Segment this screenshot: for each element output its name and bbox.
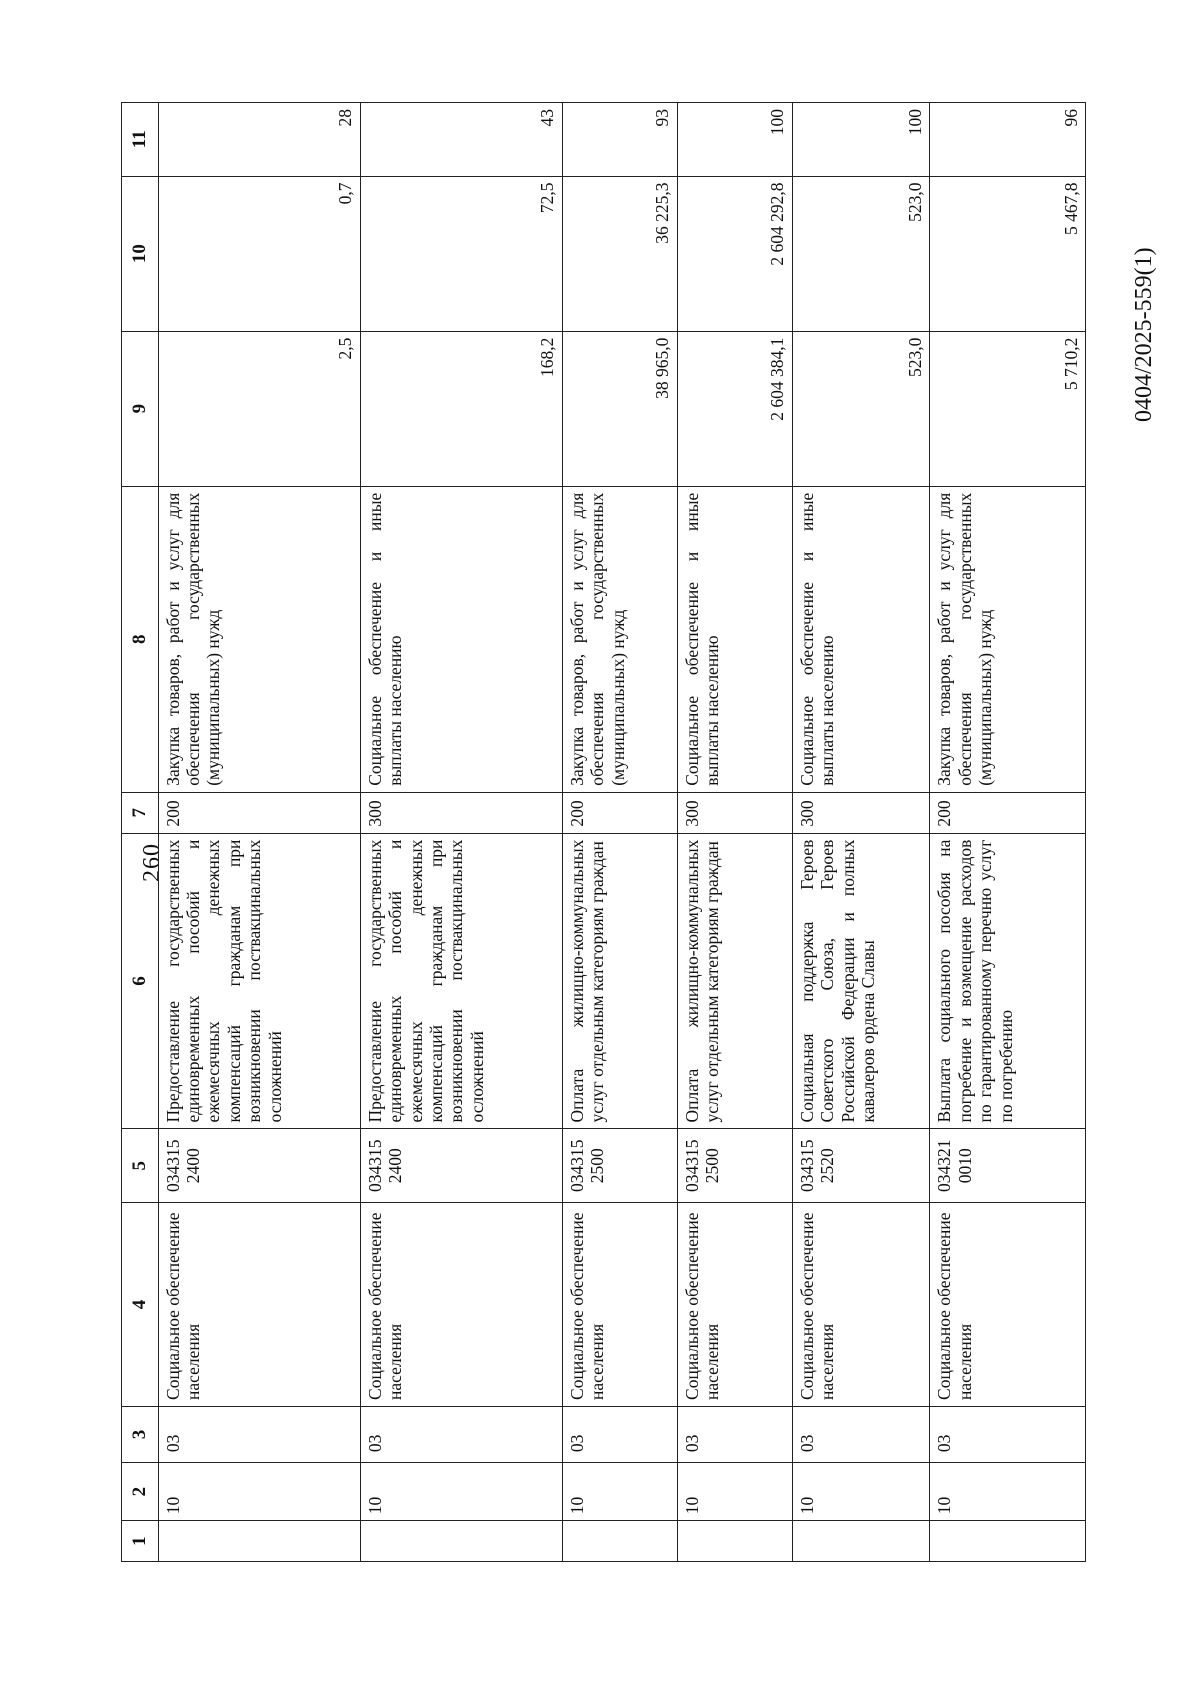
budget-table [121, 102, 1086, 1562]
cell-percent [158, 103, 360, 177]
cell-number [562, 1521, 677, 1562]
cell-planned [158, 331, 360, 486]
column-header: 5 [122, 1129, 159, 1202]
cell-percent [792, 103, 930, 177]
value-executed: 5 467,8 [1060, 182, 1081, 236]
value-executed: 72,5 [537, 182, 558, 214]
header-row [122, 103, 159, 1562]
cell-subsection-name: Социальное обеспечение населения [677, 1202, 792, 1406]
value-executed: 0,7 [335, 182, 356, 205]
column-header: 6 [122, 833, 159, 1129]
cell-target-article: 034315 2520 [792, 1129, 930, 1202]
column-header: 11 [122, 103, 159, 177]
value-planned: 2 604 384,1 [767, 337, 788, 421]
value-executed: 36 225,3 [652, 182, 673, 244]
cell-expense-type-name: Закупка товаров, работ и услуг для обеспечения государственных (муниципальных) нужд [562, 486, 677, 792]
column-header: 3 [122, 1406, 159, 1462]
value-percent: 43 [537, 109, 558, 127]
table-row [792, 103, 930, 1562]
cell-article-name: Предоставление государственных единовременных пособий и ежемесячных денежных компенсаций гражданам при возникновении поствакцинальных осложнений [158, 833, 360, 1129]
page-number: 260 [139, 843, 165, 882]
cell-planned [677, 331, 792, 486]
table-row [158, 103, 360, 1562]
cell-expense-type: 300 [360, 792, 562, 833]
cell-expense-type: 300 [677, 792, 792, 833]
cell-subsection: 03 [360, 1406, 562, 1462]
cell-executed [360, 176, 562, 331]
cell-percent [677, 103, 792, 177]
cell-article-name: Выплата социального пособия на погребение и возмещение расходов по гарантированному перечню услуг по погребению [930, 833, 1086, 1129]
cell-expense-type-name: Социальное обеспечение и иные выплаты населению [360, 486, 562, 792]
value-executed: 2 604 292,8 [767, 182, 788, 266]
value-percent: 100 [767, 109, 788, 136]
cell-number [360, 1521, 562, 1562]
column-header: 9 [122, 331, 159, 486]
cell-article-name: Предоставление государственных единовременных пособий и ежемесячных денежных компенсаций гражданам при возникновении поствакцинальных осложнений [360, 833, 562, 1129]
cell-target-article: 034315 2500 [677, 1129, 792, 1202]
cell-subsection-name: Социальное обеспечение населения [792, 1202, 930, 1406]
cell-percent [562, 103, 677, 177]
cell-percent [930, 103, 1086, 177]
cell-expense-type-name: Закупка товаров, работ и услуг для обеспечения государственных (муниципальных) нужд [158, 486, 360, 792]
column-header: 10 [122, 176, 159, 331]
table-row [930, 103, 1086, 1562]
cell-expense-type: 300 [792, 792, 930, 833]
cell-section: 10 [562, 1463, 677, 1521]
column-header: 4 [122, 1202, 159, 1406]
table-row [677, 103, 792, 1562]
value-planned: 523,0 [904, 337, 925, 377]
cell-executed [158, 176, 360, 331]
value-percent: 93 [652, 109, 673, 127]
table-row [562, 103, 677, 1562]
cell-expense-type-name: Закупка товаров, работ и услуг для обеспечения государственных (муниципальных) нужд [930, 486, 1086, 792]
cell-article-name: Социальная поддержка Героев Советского Союза, Героев Российской Федерации и полных кавалеров ордена Славы [792, 833, 930, 1129]
cell-executed [792, 176, 930, 331]
cell-number [792, 1521, 930, 1562]
value-percent: 100 [904, 109, 925, 136]
cell-planned [360, 331, 562, 486]
cell-section: 10 [677, 1463, 792, 1521]
cell-number [158, 1521, 360, 1562]
cell-target-article: 034315 2400 [360, 1129, 562, 1202]
cell-expense-type: 200 [930, 792, 1086, 833]
cell-expense-type-name: Социальное обеспечение и иные выплаты населению [792, 486, 930, 792]
value-executed: 523,0 [904, 182, 925, 222]
cell-executed [677, 176, 792, 331]
cell-target-article: 034315 2500 [562, 1129, 677, 1202]
value-planned: 2,5 [335, 337, 356, 360]
cell-target-article: 034321 0010 [930, 1129, 1086, 1202]
cell-planned [792, 331, 930, 486]
cell-article-name: Оплата жилищно-коммунальных услуг отдельным категориям граждан [562, 833, 677, 1129]
cell-subsection-name: Социальное обеспечение населения [360, 1202, 562, 1406]
cell-subsection-name: Социальное обеспечение населения [562, 1202, 677, 1406]
cell-subsection-name: Социальное обеспечение населения [158, 1202, 360, 1406]
cell-expense-type-name: Социальное обеспечение и иные выплаты населению [677, 486, 792, 792]
column-header: 8 [122, 486, 159, 792]
value-percent: 96 [1060, 109, 1081, 127]
cell-subsection: 03 [792, 1406, 930, 1462]
column-header: 7 [122, 792, 159, 833]
cell-planned [930, 331, 1086, 486]
cell-percent [360, 103, 562, 177]
cell-executed [930, 176, 1086, 331]
cell-executed [562, 176, 677, 331]
cell-expense-type: 200 [158, 792, 360, 833]
value-planned: 168,2 [537, 337, 558, 377]
cell-number [677, 1521, 792, 1562]
column-header: 1 [122, 1521, 159, 1562]
cell-article-name: Оплата жилищно-коммунальных услуг отдельным категориям граждан [677, 833, 792, 1129]
cell-section: 10 [158, 1463, 360, 1521]
value-planned: 38 965,0 [652, 337, 673, 399]
cell-section: 10 [930, 1463, 1086, 1521]
cell-subsection: 03 [562, 1406, 677, 1462]
value-planned: 5 710,2 [1060, 337, 1081, 391]
cell-number [930, 1521, 1086, 1562]
cell-subsection-name: Социальное обеспечение населения [930, 1202, 1086, 1406]
cell-expense-type: 200 [562, 792, 677, 833]
value-percent: 28 [335, 109, 356, 127]
cell-subsection: 03 [677, 1406, 792, 1462]
cell-planned [562, 331, 677, 486]
cell-subsection: 03 [930, 1406, 1086, 1462]
column-header: 2 [122, 1463, 159, 1521]
document-code: 0404/2025-559(1) [1131, 247, 1157, 422]
table-row [360, 103, 562, 1562]
cell-target-article: 034315 2400 [158, 1129, 360, 1202]
cell-section: 10 [360, 1463, 562, 1521]
cell-subsection: 03 [158, 1406, 360, 1462]
rotated-page-content [121, 102, 1157, 1562]
cell-section: 10 [792, 1463, 930, 1521]
